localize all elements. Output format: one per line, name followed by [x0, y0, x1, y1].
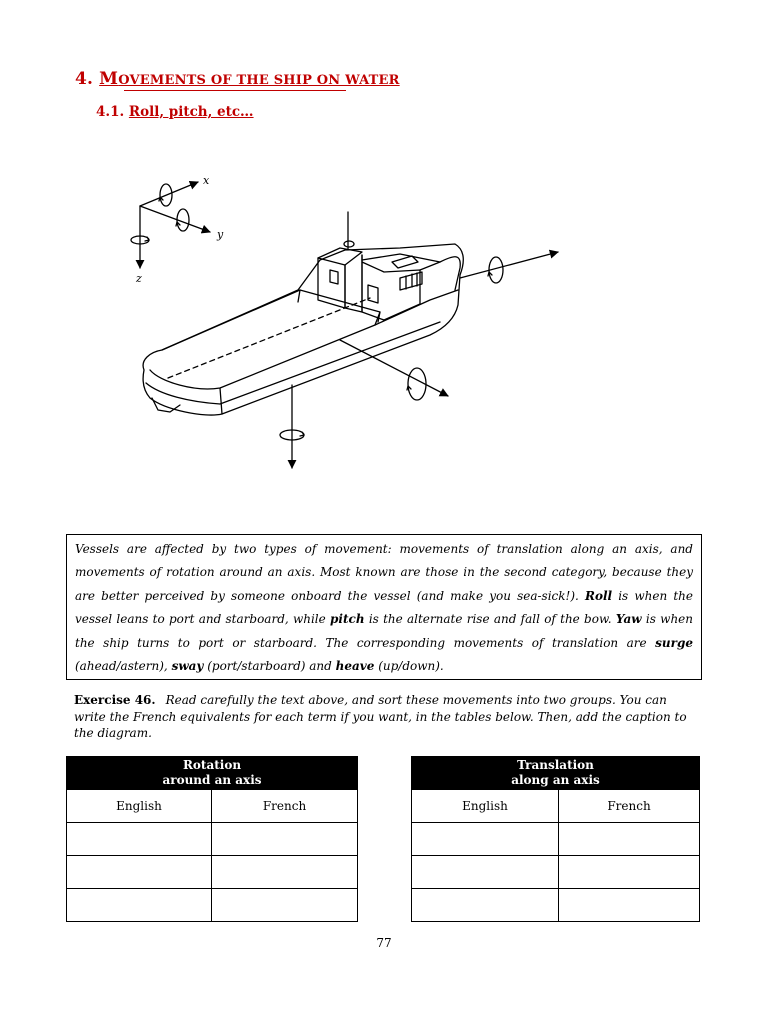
term-heave: heave: [335, 659, 375, 674]
table-cell[interactable]: [67, 889, 212, 922]
subsection-title: Roll, pitch, etc…: [128, 104, 254, 120]
axis-z-label: z: [136, 272, 142, 285]
term-yaw: Yaw: [615, 612, 642, 627]
table-cell[interactable]: [559, 823, 700, 856]
term-pitch: pitch: [330, 612, 365, 627]
section-title-rest: OVEMENTS OF THE SHIP ON WATER: [118, 73, 400, 88]
term-sway: sway: [171, 659, 204, 674]
exercise-instructions: [74, 692, 698, 742]
rotation-table-header: Rotation around an axis: [67, 757, 358, 790]
subsection-number: 4.1.: [96, 104, 125, 120]
table-cell[interactable]: [559, 856, 700, 889]
exercise-text: Read carefully the text above, and sort these movements into two groups. You can write the French equivalents for each term if you want, in the tables below. Then, add the caption to the diagram.: [74, 693, 687, 740]
table-cell[interactable]: [412, 856, 559, 889]
table-cell[interactable]: [412, 823, 559, 856]
translation-english-header: English: [412, 790, 559, 823]
translation-table-header: Translation along an axis: [412, 757, 700, 790]
table-cell[interactable]: [559, 889, 700, 922]
axis-y-label: y: [217, 228, 224, 241]
table-cell[interactable]: [412, 889, 559, 922]
translation-table: [411, 756, 700, 922]
exercise-label: Exercise 46.: [74, 693, 156, 707]
table-cell[interactable]: [67, 856, 212, 889]
term-roll: Roll: [584, 588, 613, 603]
table-cell[interactable]: [212, 856, 358, 889]
movement-explanation-box: Vessels are affected by two types of movement: movements of translation along an axis, and movements of rotation around an axis. Most known are those in the second category, because they are better perceived by someone onboard the vessel (and make you sea-sick!). Roll is when the vessel leans to port and starboard, while pitch is the alternate rise and fall of the bow. Yaw is when the ship turns to port or starboard. The corresponding movements of translation are surge (ahead/astern), sway (port/starboard) and heave (up/down).: [66, 534, 702, 680]
term-surge: surge: [655, 635, 693, 650]
translation-french-header: French: [559, 790, 700, 823]
table-cell[interactable]: [212, 889, 358, 922]
rotation-english-header: English: [67, 790, 212, 823]
rotation-french-header: French: [212, 790, 358, 823]
axis-x-label: x: [203, 174, 210, 187]
table-cell[interactable]: [212, 823, 358, 856]
section-number: 4.: [75, 69, 94, 89]
reference-axes: [131, 182, 210, 268]
table-cell[interactable]: [67, 823, 212, 856]
ship-drawing: [143, 212, 463, 415]
page-number: 77: [376, 936, 392, 950]
rotation-table: [66, 756, 358, 922]
section-title-first-letter: M: [99, 69, 119, 89]
